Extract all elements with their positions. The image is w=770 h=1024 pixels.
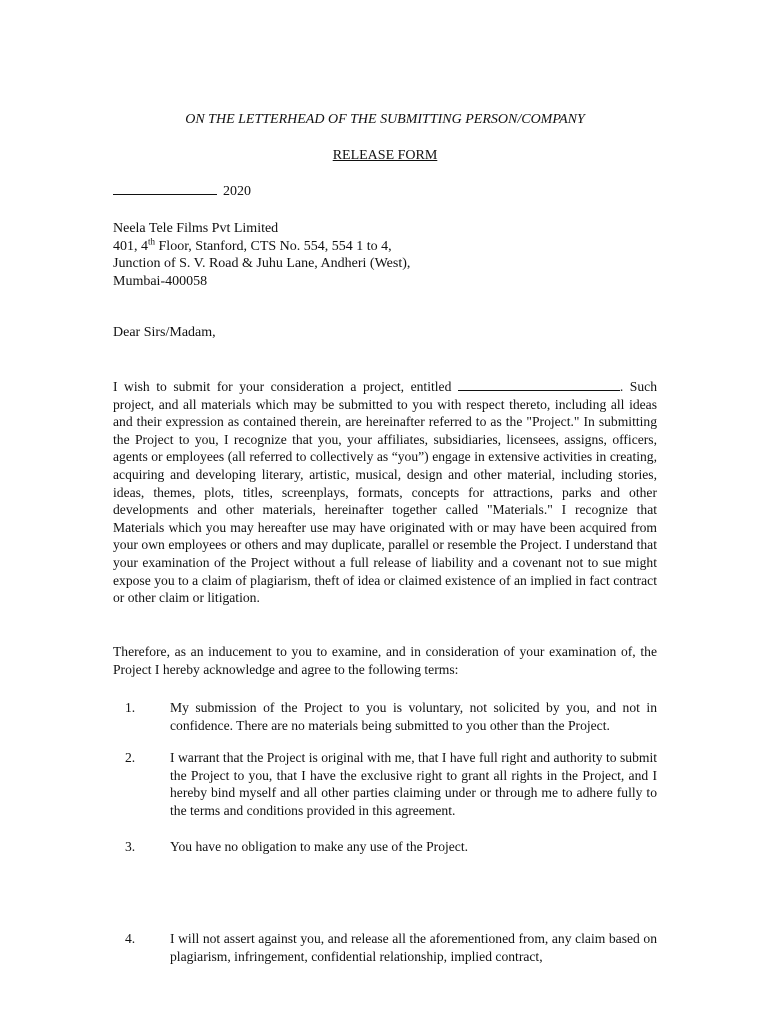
term-item <box>113 749 657 819</box>
term-text: You have no obligation to make any use of the Project. <box>170 839 469 854</box>
project-title-blank[interactable] <box>458 378 620 391</box>
date-year: 2020 <box>223 184 251 199</box>
term-item <box>113 838 657 856</box>
letterhead-note: ON THE LETTERHEAD OF THE SUBMITTING PERSON/COMPANY <box>185 112 585 127</box>
date-blank[interactable] <box>113 182 217 195</box>
term-text: My submission of the Project to you is voluntary, not solicited by you, and not in confidence. There are no materials being submitted to you other than the Project. <box>170 700 657 733</box>
term-number: 1. <box>125 700 136 715</box>
term-item <box>113 930 657 965</box>
term-number: 4. <box>125 931 136 946</box>
paragraph-1: I wish to submit for your consideration a project, entitled . Such project, and all materials which may be submitted to you with respect thereto, including all ideas and their expression as contained therein, are hereinafter referred to as the "Project." In submitting the Project to you, I recognize that you, your affiliates, subsidiaries, licensees, assigns, officers, agents or employees (all referred to collectively as “you”) engage in extensive activities in creating, acquiring and developing literary, artistic, musical, design and other material, including stories, ideas, themes, plots, titles, screenplays, formats, concepts for attractions, parks and other developments and other materials, hereinafter together called "Materials." I recognize that Materials which you may hereafter use may have originated with or may have been acquired from your own employees or others and may duplicate, parallel or resemble the Project. I understand that your examination of the Project without a full release of liability and a covenant not to sue might expose you to a claim of plagiarism, theft of idea or claimed existence of an implied in fact contract or other claim or litigation. <box>113 379 657 606</box>
term-text: I will not assert against you, and release all the aforementioned from, any claim based on plagiarism, infringement, confidential relationship, implied contract, <box>170 931 657 964</box>
term-number: 3. <box>125 839 136 854</box>
address-line-1: Neela Tele Films Pvt Limited <box>113 221 279 236</box>
date-line <box>113 182 251 200</box>
recipient-address <box>113 220 410 290</box>
address-line-3: Junction of S. V. Road & Juhu Lane, Andheri (West), <box>113 256 411 271</box>
term-number: 2. <box>125 750 136 765</box>
address-line-2: 401, 4th Floor, Stanford, CTS No. 554, 554 1 to 4, <box>113 235 392 254</box>
salutation: Dear Sirs/Madam, <box>113 325 216 340</box>
term-text: I warrant that the Project is original with me, that I have full right and authority to submit the Project to you, that I have the exclusive right to grant all rights in the Project, and I hereby bind myself and all other parties claiming under or through me to adhere fully to the terms and conditions provided in this agreement. <box>170 750 657 818</box>
term-item <box>113 699 657 734</box>
address-line-4: Mumbai-400058 <box>113 273 208 289</box>
paragraph-2: Therefore, as an inducement to you to examine, and in consideration of your examination of, the Project I hereby acknowledge and agree to the following terms: <box>113 644 657 677</box>
form-title: RELEASE FORM <box>332 148 438 163</box>
